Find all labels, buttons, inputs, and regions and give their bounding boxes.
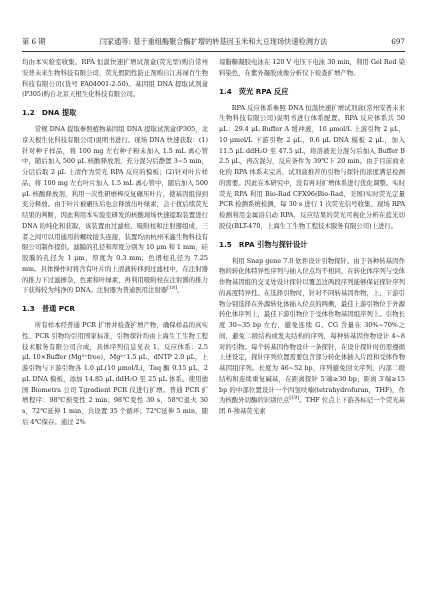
dna-extraction-paragraph xyxy=(22,124,208,296)
right-column xyxy=(219,57,405,417)
issue-label: 第 6 期 xyxy=(22,37,46,46)
section-heading-rpa: 1.4 荧光 RPA 反应 xyxy=(219,86,289,96)
section-heading-dna: 1.2 DNA 提取 xyxy=(22,108,77,117)
section-heading-pcr: 1.3 普通 PCR xyxy=(22,304,75,313)
probe-design-text: 利用 Snap gene 7.0 软件设计引物探针。由于各种转基因作物的转化体特异性序列与插入位点均不相同，在转化体序列与受体作物基因组的交叉处设计探针以覆盖这两段序列能够保证探针序列的高度特异性。在选择引物时，针对不同转基因作物，上、下游引物分别选择在外源转化体插入位点的两侧，最佳上游引物位于外源转化体序列上，最佳下游引物位于受体作物基因组序列上。引物长度 30~35 bp 左右，避免连续 G、CG 含量在 30%~70%之间，避免二级结构或发夹结构的序列，每种转基因作物设计 4~8 对的引物。每个转基因作物设计一条探针，在设计探针时仍需遵循上述设定，探针序列位置需要包含部分转化体插入片段和受体作物基因组序列。长度为 46~52 bp，序列避免回文序列、内部二级结构和连续重复碱基，在距离探针 5′端≥30 bp、距离 3′端≥15 bp 的中部位置设计一个四氢呋喃(tetrahydrofuran，THF)，作为核酸外切酶的识别位点 xyxy=(219,256,405,405)
rpa-paragraph: RPA 反应体系参照 DNA 恒温快速扩增试剂盒(常州安普未来生物科技有限公司)说明书进行体系配置。RPA 反应体系共 50 μL：29.4 μL Buffer A 缓冲液，10 μmol/L 上游引物 2 μL，10 μmol/L 下游引物 2 μL，0.6 μL DNA 模板 2 μL，加入 11.5 μL ddH₂O 至 47.5 μL，将溶液充分混匀后加入 Buffer B 2.5 μL，再次混匀，反应条件为 39℃下 20 min。由于目前商业化的 RPA 体系未完善，试剂盒推荐的引物与探针的浓度满足检测的需要。因此在本研究中，没有再对扩增体系进行优化调整。实时荧光 RPA 利用 Bio-Rad CFX96(Bio-Rad，美国)实时荧光定量 PCR 检测系统检测，每 30 s 进行 1 次荧光信号收集。现场 RPA 检测利用金属浴启动 RPA，反应结果的荧光可视化分析在蓝光切胶仪(BLT-470，上海生工生物工程技术服务有限公司)上进行。 xyxy=(219,103,405,230)
citation-19: [19] xyxy=(289,396,300,402)
running-title: 闫家通等: 基于重组酶聚合酶扩增的转基因玉米和大豆现场快速检测方法 xyxy=(99,37,328,46)
page-number: 697 xyxy=(391,37,405,46)
agarose-paragraph: 琼脂糖凝胶电泳在 120 V 电压下电泳 30 min，利用 Gel Red 染料染色，在紫外凝胶成像分析仪下检查扩增产物。 xyxy=(219,58,405,77)
probe-design-end: 。THF 位点上下游各标记一个荧光基团 6-羧基荧光素 xyxy=(219,396,405,415)
header-rule xyxy=(22,51,405,52)
citation-18: [18] xyxy=(167,286,178,292)
materials-paragraph: 均由本实验室收集。RPA 恒温快速扩增试剂盒(荧光型)购自常州安普未来生物科技有限公司，荧光假阴性防止剂购自江苏禄百生物科技有限公司(货号 FA04001-2-50)。基因组 DNA 提取试剂盒(P305)购自北京天根生化科技有限公司。 xyxy=(22,58,208,99)
probe-design-paragraph xyxy=(219,256,405,417)
pcr-paragraph: 所有样本经普通 PCR 扩增并检查扩增产物，确保样品的真实性。PCR 引物均引用国家标准，引物探针均由上海生工生物工程技术服务有限公司合成，具体序列信息见表 1。反应体系：2.5 μL 10×Buffer (Mg²⁺free)，Mg²⁺1.5 μL，dNTP 2.0 μL，上游引物与下游引物各 1.0 μL(10 μmol/L)，Taq 酶 0.15 μL，2 μL DNA 模板，添加 14.85 μL ddH₂O 至 25 μL 体系。使用德国 Biometra 公司 Tgradient PCR 仪进行扩增。普通 PCR 扩增程序：98℃预变性 2 min；98℃变性 30 s，58℃退火 30 s，72℃延伸 1 min，共设置 35 个循环；72℃延伸 5 min，随后 4℃保存。通过 2% xyxy=(22,321,208,426)
dna-extraction-end: 。 xyxy=(177,286,184,295)
left-column xyxy=(22,57,208,428)
dna-extraction-text: 常规 DNA 提取参照植物基因组 DNA 提取试剂盒(P305，北京天根生化科技有限公司)说明书进行。现场 DNA 快速获取：(1)针对种子样品，将 100 mg 左右种子粉末加入 1.5 mL 离心管中，随后加入 500 μL 核酸释放剂，充分混匀后静置 3~5 min，分层后取 2 μL 上清作为荧光 RPA 反应的模板；(2)针对叶片样品，将 100 mg 左右叶片加入 1.5 mL 离心管中，随后加入 500 μL 核酸释放剂，利用一次性研磨棒反复碾压叶片，使基因组得到充分释放。由于叶片被碾压后也会释放出叶绿素，会干扰后续荧光结果的判断，因此利用本实验室研发的核酸现场快速提取装置进行 DNA 的纯化和获取，该装置由过滤柱、吸附柱和注射器组成，三者之间可以用通用的螺纹接头连接，装置均由杭州禾鑫生物科技有限公司制作提供。滤膜的孔径和厚度分别为 10 μm 和 1 mm，硅胶膜的孔径为 1 μm、厚度为 0.3 mm；色谱柱孔径为 7.25 mm。具体操作时将含有叶片的上清液转移到过滤柱中，在注射器的推力下过滤掺杂，色素和叶绿素，再利用吸附柱在注射器的推力下获得较为纯净的 DNA。注射器为普通医用注射器 xyxy=(22,125,208,295)
running-header xyxy=(22,36,405,48)
section-heading-probe: 1.5 RPA 引物与探针设计 xyxy=(219,239,308,249)
